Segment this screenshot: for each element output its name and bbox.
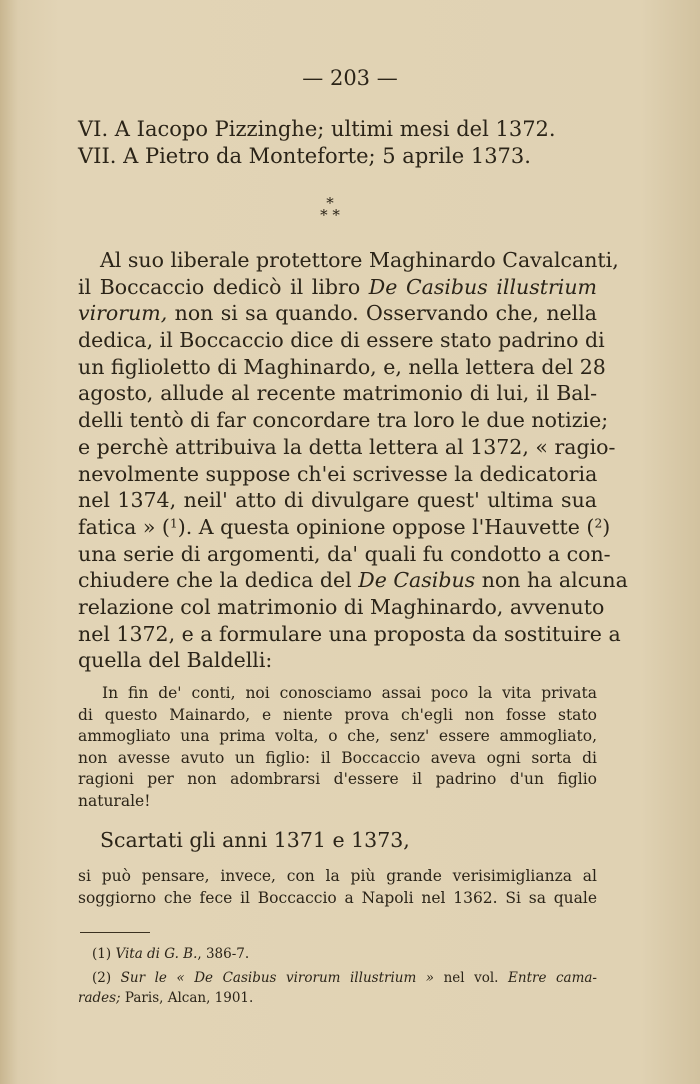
paragraph-line: nel 1374, neil' atto di divulgare quest' ultima sua <box>78 488 597 513</box>
paragraph-line: nel 1372, e a formulare una proposta da sostituire a <box>78 621 621 646</box>
heading-line-vii: VII. A Pietro da Monteforte; 5 aprile 1373. <box>78 144 531 168</box>
asterism-glyph: * * * <box>320 194 340 224</box>
paragraph-line: una serie di argomenti, da' quali fu condotto a con- <box>78 541 611 566</box>
footnote-number: 1 <box>97 946 106 962</box>
footnote-2 <box>78 968 597 1008</box>
footnote-number: 2 <box>97 970 106 986</box>
quote-line: ragioni per non adombrarsi d'essere il padrino d'un figlio <box>78 770 597 788</box>
paragraph-line: e perchè attribuiva la detta lettera al 1372, « ragio- <box>78 434 616 459</box>
footnote-1 <box>78 944 597 964</box>
quote-line: naturale! <box>78 791 151 810</box>
heading-line-vi: VI. A Iacopo Pizzinghe; ultimi mesi del 1372. <box>78 117 556 141</box>
book-title: virorum, <box>78 301 168 326</box>
asterism-separator <box>300 194 360 224</box>
quote-line: ammogliato una prima volta, o che, senz' essere ammogliato, <box>78 727 597 745</box>
paragraph-line: quella del Baldelli: <box>78 648 273 673</box>
quote-line: di questo Mainardo, e niente prova ch'egli non fosse stato <box>78 705 597 724</box>
footnote-rule <box>80 932 150 933</box>
paragraph-line: virorum, non si sa quando. Osservando che, nella <box>78 301 597 326</box>
paragraph-line: relazione col matrimonio di Maghinardo, avvenuto <box>78 594 605 619</box>
paragraph-line: un figlioletto di Maghinardo, e, nella lettera del 28 <box>78 354 606 379</box>
paragraph-line: agosto, allude al recente matrimonio di lui, il Bal- <box>78 381 597 406</box>
paragraph-line: Al suo liberale protettore Maghinardo Cavalcanti, <box>100 248 619 272</box>
page-number: — 203 — <box>302 66 398 90</box>
book-title: De Casibus illustrium <box>368 274 597 299</box>
continuation-line: soggiorno che fece il Boccaccio a Napoli nel 1362. Si sa quale <box>78 888 597 907</box>
quote-line: non avesse avuto un figlio: il Boccaccio aveva ogni sorta di <box>78 748 597 767</box>
quote-line: In fin de' conti, noi conosciamo assai poco la vita privata <box>102 684 597 702</box>
block-quote <box>78 683 597 812</box>
paragraph-line: delli tentò di far concordare tra loro le due notizie; <box>78 408 609 433</box>
book-title: De Casibus <box>358 568 476 593</box>
footnote-ref: 1 <box>169 516 178 531</box>
paragraph-line: chiudere che la dedica del De Casibus non ha alcuna <box>78 568 628 593</box>
continuation-paragraph <box>78 866 597 909</box>
paragraph-line: il Boccaccio dedicò il libro De Casibus illustrium <box>78 274 597 299</box>
main-paragraph <box>78 247 628 674</box>
footnote-line: (2) Sur le « De Casibus virorum illustrium » nel vol. Entre cama- <box>92 970 597 986</box>
footnote-ref: 2 <box>594 516 603 531</box>
footnote-line: (1) Vita di G. B., 386-7. <box>92 946 250 962</box>
paragraph-line: fatica » ($^1$). A questa opinione oppose l'Hauvette ($^2$) <box>78 514 611 539</box>
paragraph-line: dedica, il Boccaccio dice di essere stato padrino di <box>78 328 605 353</box>
subheading: Scartati gli anni 1371 e 1373, <box>100 828 410 852</box>
continuation-line: si può pensare, invece, con la più grande verisimiglianza al <box>78 867 597 885</box>
paragraph-line: nevolmente suppose ch'ei scrivesse la dedicatoria <box>78 461 598 486</box>
footnote-line: rades; Paris, Alcan, 1901. <box>78 990 254 1006</box>
